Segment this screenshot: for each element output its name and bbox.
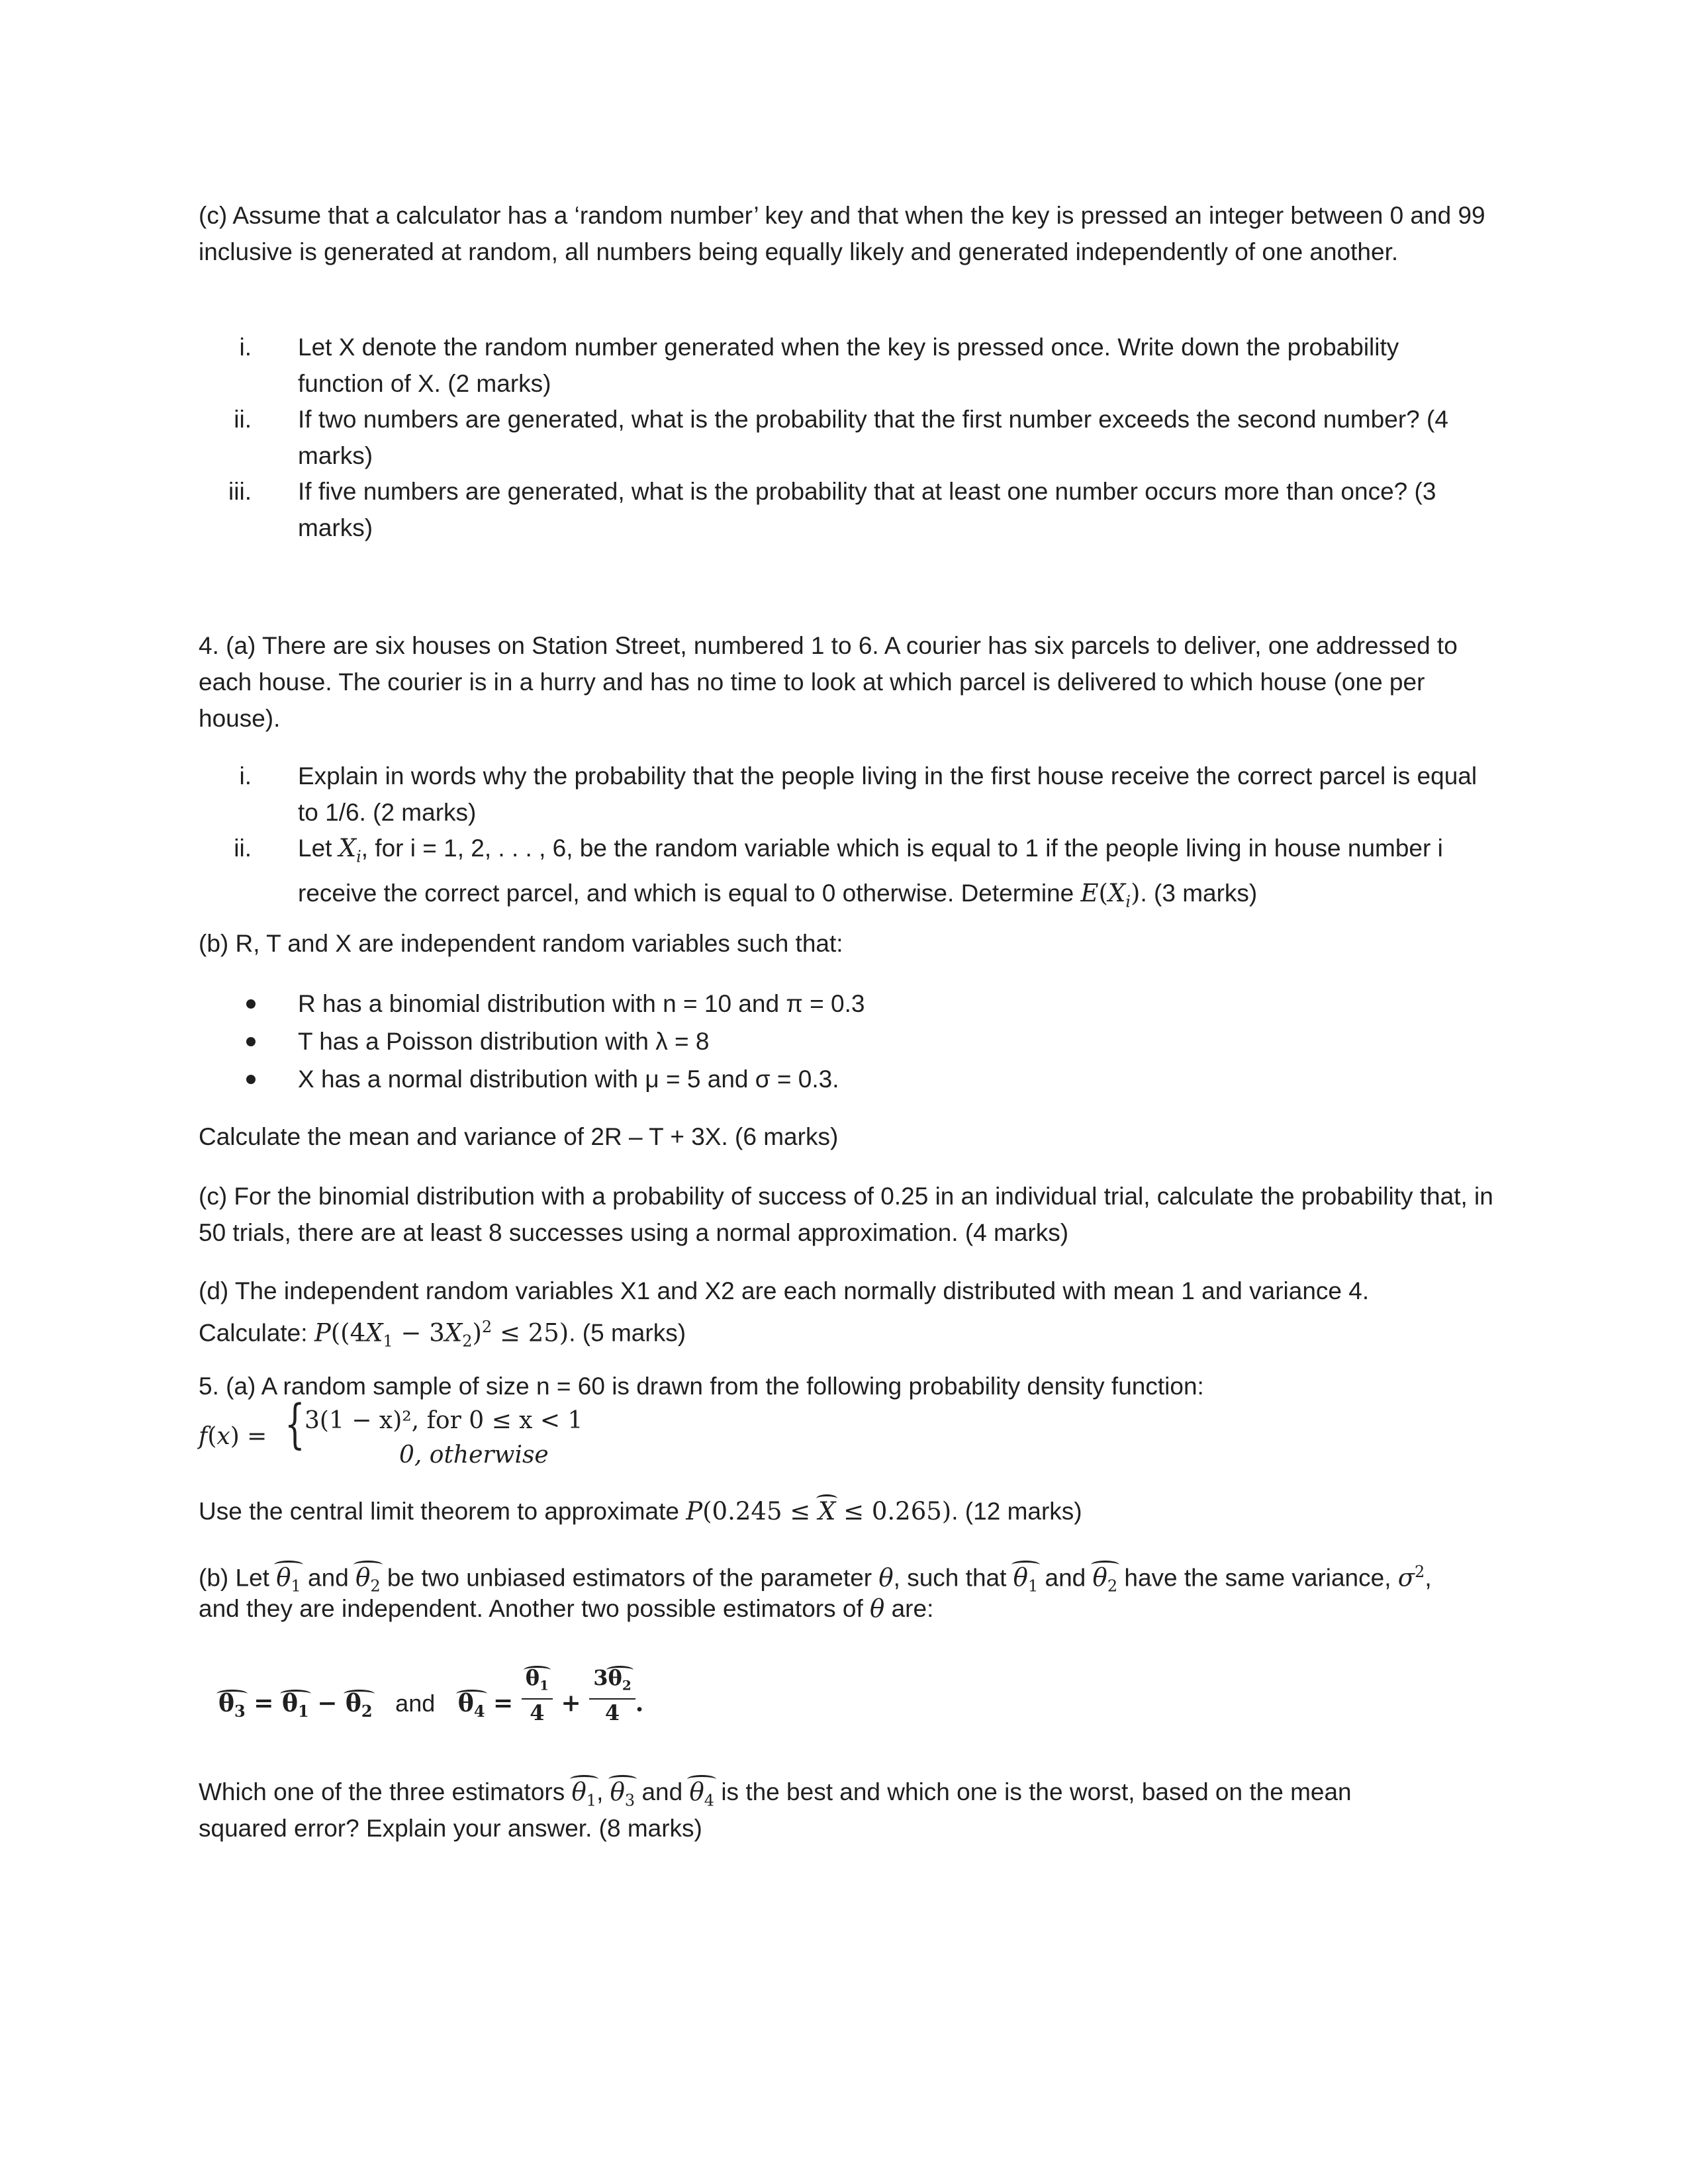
bullet-icon bbox=[246, 999, 256, 1009]
part-c-item-2: If two numbers are generated, what is the probability that the first number exceeds the second number? (4 marks) bbox=[298, 406, 1448, 469]
item-number: i. bbox=[239, 762, 252, 790]
estimator-equation: $\theta_3 = \theta_1 - \theta_2$ and $\theta_4$ = $\frac{\theta_1}{4}$ + $\frac{3\theta_2}{4}$ . bbox=[218, 1665, 644, 1726]
q4-a-item-2: Let $X_i$, for i = 1, 2, . . . , 6, be the random variable which is equal to 1 if the people living in house number i receive the correct parcel, and which is equal to 0 otherwise. Determine $E(X_i)$. (3 marks) bbox=[298, 834, 1443, 911]
q5-clt-line: Use the central limit theorem to approximate P(0.245 ≤ X ≤ 0.265). (12 marks) bbox=[199, 1493, 1496, 1529]
pdf-brace: { bbox=[285, 1393, 305, 1455]
item-number: i. bbox=[239, 334, 252, 361]
part-c-item-1: Let X denote the random number generated when the key is pressed once. Write down the probability function of X. (2 marks) bbox=[298, 334, 1399, 397]
item-number: iii. bbox=[228, 478, 252, 505]
q4-c-text: (c) For the binomial distribution with a probability of success of 0.25 in an individual trial, calculate the probability that, in 50 trials, there are at least 8 successes using a normal approximation. (4 marks) bbox=[199, 1183, 1493, 1246]
pdf-case-2: 0, otherwise bbox=[399, 1441, 549, 1469]
item-number: ii. bbox=[234, 835, 252, 862]
item-number: ii. bbox=[234, 406, 252, 433]
q4-a-intro: 4. (a) There are six houses on Station Street, numbered 1 to 6. A courier has six parcels to deliver, one addressed to each house. The courier is in a hurry and has no time to look at which parcel is delivered to which house (one per house). bbox=[199, 632, 1458, 732]
pdf-case-1: 3(1 − x)², for 0 ≤ x < 1 bbox=[305, 1407, 583, 1434]
q4-b-intro: (b) R, T and X are independent random variables such that: bbox=[199, 930, 843, 957]
bullet-icon bbox=[246, 1075, 256, 1084]
eq-and-text: and bbox=[395, 1689, 436, 1717]
q5-final-line-1: Which one of the three estimators $\theta_1$, $\theta_3$ and $\theta_4$ is the best and which one is the worst, based on the mean bbox=[199, 1774, 1496, 1819]
q5-b-line-1: (b) Let $\theta_1$ and $\theta_2$ be two unbiased estimators of the parameter θ, such that $\theta_1$ and $\theta_2$ have the same variance, $\sigma^2$, bbox=[199, 1554, 1496, 1605]
q4-d-line-1: (d) The independent random variables X1 and X2 are each normally distributed with mean 1 and variance 4. bbox=[199, 1277, 1370, 1304]
q4-b-bullet-2: T has a Poisson distribution with λ = 8 bbox=[298, 1028, 710, 1055]
q4-b-bullet-3: X has a normal distribution with μ = 5 and σ = 0.3. bbox=[298, 1066, 839, 1093]
part-c-intro: (c) Assume that a calculator has a ‘random number’ key and that when the key is pressed an integer between 0 and 99 inclusive is generated at random, all numbers being equally likely and generated independently of one another. bbox=[199, 202, 1485, 265]
q4-b-task: Calculate the mean and variance of 2R – T + 3X. (6 marks) bbox=[199, 1123, 839, 1150]
q4-d-line-2: Calculate: $P((4X_1 - 3X_2)^2 \le 25)$. (5 marks) bbox=[199, 1318, 686, 1351]
pdf-lhs: f(x) = bbox=[199, 1423, 267, 1450]
part-c-item-3: If five numbers are generated, what is the probability that at least one number occurs more than once? (3 marks) bbox=[298, 478, 1436, 541]
q5-final-line-2: squared error? Explain your answer. (8 marks) bbox=[199, 1815, 702, 1842]
q4-a-item-1: Explain in words why the probability that the people living in the first house receive the correct parcel is equal to 1/6. (2 marks) bbox=[298, 762, 1477, 826]
q5-a-intro: 5. (a) A random sample of size n = 60 is drawn from the following probability density function: bbox=[199, 1373, 1204, 1400]
bullet-icon bbox=[246, 1037, 256, 1046]
q4-b-bullet-1: R has a binomial distribution with n = 10 and π = 0.3 bbox=[298, 990, 865, 1017]
q5-b-line-2: and they are independent. Another two possible estimators of θ are: bbox=[199, 1594, 934, 1623]
